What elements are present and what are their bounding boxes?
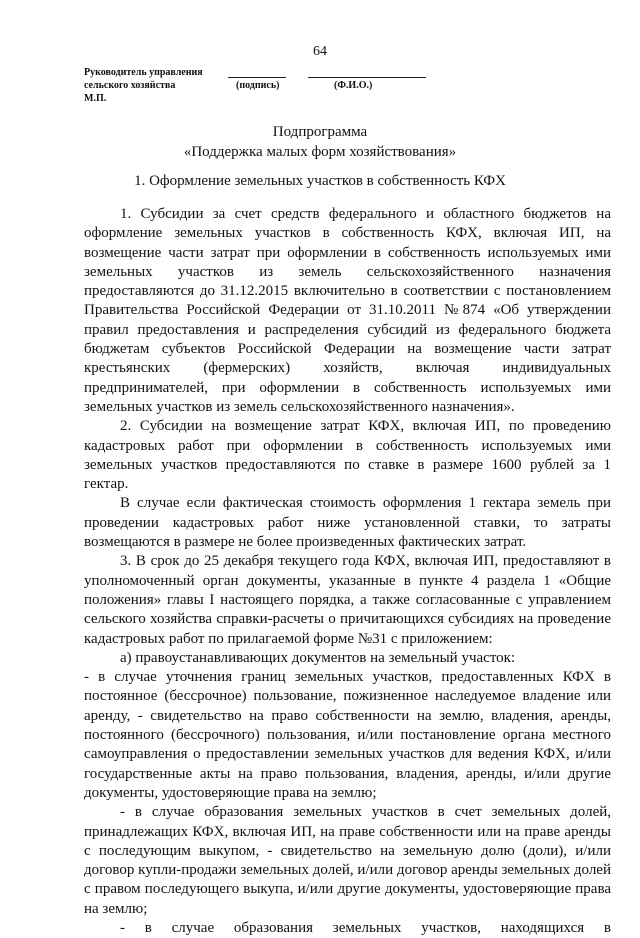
paragraph: 3. В срок до 25 декабря текущего года КФХ, включая ИП, предоставляют в уполномоченный орган документы, указанные в пункте 4 раздела 1 «Общие положения» главы I настоящего порядка, а также согласованные с управлением сельского хозяйства справки-расчеты о причитающихся субсидиях на проведение кадастровых работ по прилагаемой форме №31 с приложением: [84, 553, 611, 647]
signature-label-stamp: М.П. [84, 93, 107, 104]
signature-caption: (подпись) [236, 80, 280, 91]
signature-lines [228, 67, 428, 97]
signature-block-labels [84, 66, 203, 105]
paragraph: 1. Субсидии за счет средств федерального и областного бюджетов на оформление земельных участков в собственность КФХ, включая ИП, на возмещение части затрат при оформлении в собственность используемых ими земельных участков из земель сельскохозяйственного назначения предоставляются до 31.12.2015 включительно в соответствии с постановлением Правительства Российской Федерации от 31.10.2011 №874 «Об утверждении правил предоставления и распределения субсидий из федерального бюджета бюджетам субъектов Российской Федерации на возмещение части затрат крестьянских (фермерских) хозяйств, включая индивидуальных предпринимателей, при оформлении в собственность используемых ими земельных участков из земель сельскохозяйственного назначения». [84, 206, 611, 415]
paragraph: 2. Субсидии на возмещение затрат КФХ, включая ИП, по проведению кадастровых работ при оформлении в собственность используемых ими земельных участков предоставляются по ставке в размере 1600 рублей за 1 гектар. [84, 418, 611, 493]
signature-label-line2: сельского хозяйства [84, 80, 176, 91]
paragraph: - в случае уточнения границ земельных участков, предоставленных КФХ в постоянное (бессрочное) пользование, пожизненное наследуемое владение или аренду, - свидетельство на право собственности на землю, владения, аренды, постоянного (бессрочного) пользования, и/или постановление органа местного самоуправления о предоставлении земельных участков для ведения КФХ, и/или государственные акты на право пользования, владения, аренды, и/или другие документы, удостоверяющие права на землю; [84, 669, 611, 801]
signature-line [228, 77, 286, 78]
title-line-1: Подпрограмма [272, 124, 368, 140]
paragraph: а) правоустанавливающих документов на земельный участок: [120, 649, 516, 666]
paragraph: В случае если фактическая стоимость оформления 1 гектара земель при проведении кадастровых работ ниже установленной ставки, то затраты возмещаются в размере не более произведенных фактических затрат. [84, 495, 611, 551]
name-line [308, 77, 426, 78]
page-number: 64 [313, 44, 327, 59]
title-line-2: «Поддержка малых форм хозяйствования» [183, 144, 457, 160]
body-text [84, 205, 611, 938]
subprogram-title [0, 122, 640, 162]
signature-label-line1: Руководитель управления [84, 67, 203, 78]
name-caption: (Ф.И.О.) [334, 80, 373, 91]
paragraph: - в случае образования земельных участков в счет земельных долей, принадлежащих КФХ, включая ИП, на праве собственности или на праве аренды с последующим выкупом, - свидетельство на земельную долю (доли), и/или договор купли-продажи земельных долей, и/или договор аренды земельных долей с правом последующего выкупа, и/или другие документы, удостоверяющие права на землю; [84, 804, 611, 917]
section-heading: 1. Оформление земельных участков в собственность КФХ [134, 173, 506, 189]
paragraph: - в случае образования земельных участков, находящихся в [120, 919, 611, 936]
